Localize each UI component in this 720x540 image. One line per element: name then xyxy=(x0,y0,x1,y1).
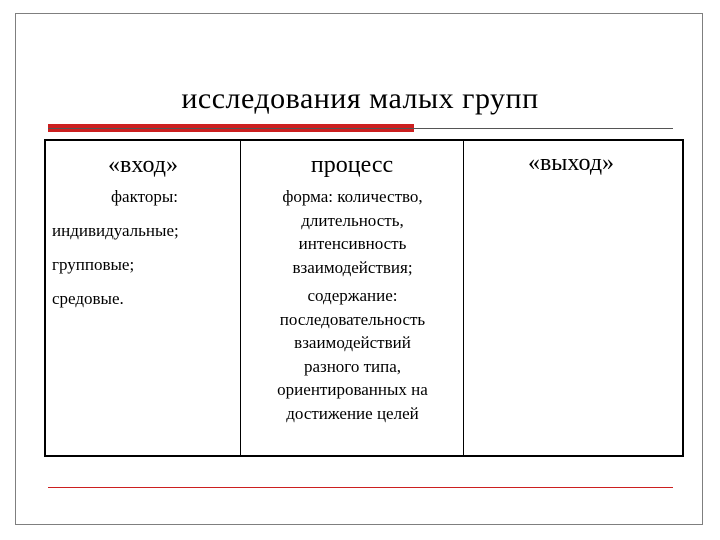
column-header-process: процесс xyxy=(310,152,394,178)
column-header-input: «вход» xyxy=(108,152,178,178)
list-item: разного типа, xyxy=(303,356,402,376)
list-item: индивидуальные; xyxy=(52,221,179,240)
column-input-list xyxy=(52,185,237,311)
list-item: взаимодействия; xyxy=(292,257,413,277)
content-table xyxy=(44,139,684,457)
column-process xyxy=(241,141,464,455)
list-item: групповые; xyxy=(52,255,135,274)
list-item: средовые. xyxy=(52,289,124,308)
list-item: ориентированных на xyxy=(277,380,428,399)
list-item: длительность, xyxy=(301,210,404,230)
list-item: достижение целей xyxy=(286,403,419,423)
title-divider-line xyxy=(48,128,673,129)
list-item: форма: количество, xyxy=(282,187,423,206)
column-output xyxy=(464,141,682,455)
column-process-list xyxy=(241,185,464,425)
slide-title: исследования малых групп xyxy=(181,82,539,115)
list-item: содержание: xyxy=(307,286,398,305)
footer-divider-line xyxy=(48,487,673,488)
column-input xyxy=(46,141,241,455)
list-item: последовательность xyxy=(279,309,426,329)
list-item: взаимодействий xyxy=(294,333,411,352)
column-header-output-floating: «выход» xyxy=(527,150,615,176)
list-item: интенсивность xyxy=(298,234,407,253)
list-item: факторы: xyxy=(111,187,178,206)
